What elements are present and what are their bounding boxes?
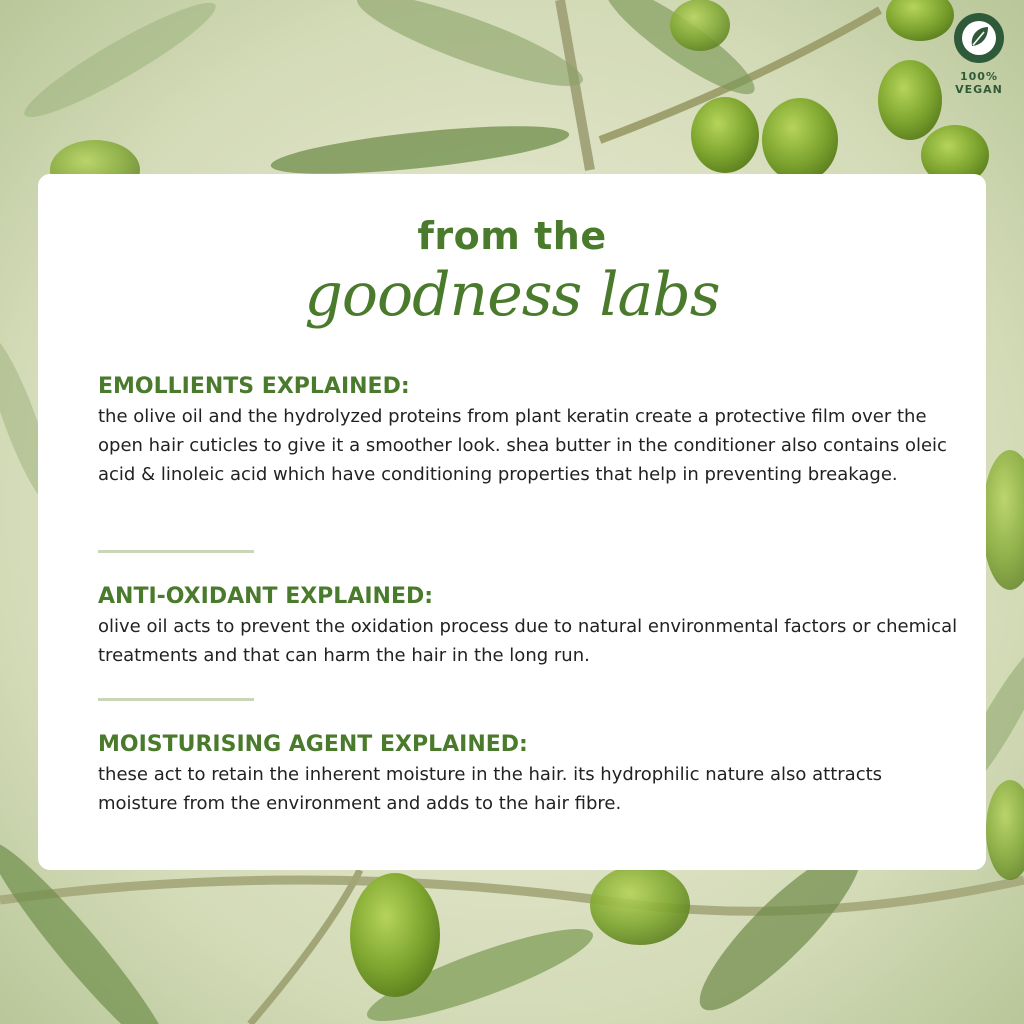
content-card <box>38 174 986 870</box>
section-heading: EMOLLIENTS EXPLAINED: <box>98 374 410 399</box>
divider <box>98 550 254 553</box>
section-heading: ANTI-OXIDANT EXPLAINED: <box>98 584 434 609</box>
section-body: the olive oil and the hydrolyzed proteins from plant keratin create a protective film over the open hair cuticles to give it a smoother look. shea butter in the conditioner also contains oleic acid & linoleic acid which have conditioning properties that help in preventing breakage. <box>98 406 947 485</box>
badge-line-1: 100% <box>960 70 998 83</box>
section-moisturising <box>98 730 958 818</box>
section-anti-oxidant <box>98 582 958 670</box>
section-body: these act to retain the inherent moisture in the hair. its hydrophilic nature also attracts moisture from the environment and adds to the hair fibre. <box>98 764 883 814</box>
section-emollients <box>98 372 958 489</box>
leaf-icon <box>953 12 1005 64</box>
vegan-badge <box>950 12 1008 96</box>
section-heading: MOISTURISING AGENT EXPLAINED: <box>98 732 528 757</box>
title-script: goodness labs <box>304 260 720 330</box>
divider <box>98 698 254 701</box>
section-body: olive oil acts to prevent the oxidation process due to natural environmental factors or chemical treatments and that can harm the hair in the long run. <box>98 616 958 666</box>
title-top: from the <box>417 214 607 258</box>
badge-line-2: VEGAN <box>955 83 1003 96</box>
